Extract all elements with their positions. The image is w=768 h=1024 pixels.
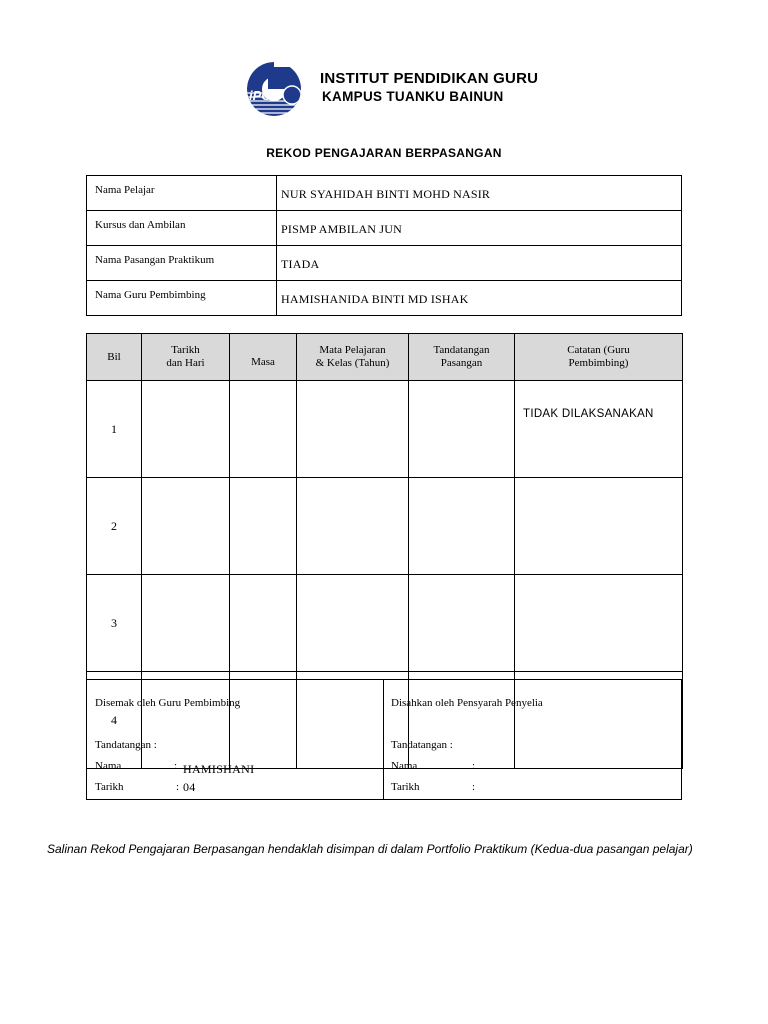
tandatangan-cell <box>409 381 515 478</box>
mata-pelajaran-cell <box>297 478 409 575</box>
left-signature-label: Tandatangan : <box>95 739 157 751</box>
left-name-value: HAMISHANI <box>183 762 255 776</box>
tarikh-cell <box>142 575 230 672</box>
table-row <box>87 575 683 672</box>
info-row <box>87 281 682 316</box>
info-row <box>87 176 682 211</box>
right-name-colon: : <box>472 760 476 772</box>
table-row <box>87 381 683 478</box>
table-row <box>87 478 683 575</box>
header-masa: Masa <box>230 334 297 381</box>
header-catatan: Catatan (Guru Pembimbing) <box>515 334 683 381</box>
institute-name: INSTITUT PENDIDIKAN GURU <box>320 70 539 87</box>
info-label: Nama Guru Pembimbing <box>87 281 277 316</box>
masa-cell <box>230 478 297 575</box>
right-name-label: Nama <box>391 760 418 772</box>
info-value: TIADA <box>277 246 682 281</box>
right-date-label: Tarikh <box>391 781 420 793</box>
left-date-label: Tarikh <box>95 781 124 793</box>
tandatangan-cell <box>409 575 515 672</box>
document-header <box>0 0 768 130</box>
masa-cell <box>230 381 297 478</box>
info-label: Nama Pelajar <box>87 176 277 211</box>
header-bil: Bil <box>87 334 142 381</box>
reviewed-by-heading: Disemak oleh Guru Pembimbing <box>95 697 241 709</box>
left-date-colon: : <box>176 781 180 793</box>
ipg-logo-icon <box>246 59 306 119</box>
info-label: Nama Pasangan Praktikum <box>87 246 277 281</box>
right-date-colon: : <box>472 781 476 793</box>
svg-text:iPG: iPG <box>249 88 272 103</box>
student-info-table <box>86 175 682 316</box>
header-tarikh: Tarikh dan Hari <box>142 334 230 381</box>
row-number: 2 <box>87 478 142 575</box>
left-date-value: 04 <box>183 780 196 794</box>
info-value: NUR SYAHIDAH BINTI MOHD NASIR <box>277 176 682 211</box>
row-number: 3 <box>87 575 142 672</box>
row-number: 4 <box>87 672 142 769</box>
info-label: Kursus dan Ambilan <box>87 211 277 246</box>
catatan-cell <box>515 575 683 672</box>
info-value: PISMP AMBILAN JUN <box>277 211 682 246</box>
right-signature-label: Tandatangan : <box>391 739 453 751</box>
footnote: Salinan Rekod Pengajaran Berpasangan hendaklah disimpan di dalam Portfolio Praktikum (Kedua-dua pasangan pelajar) <box>47 842 693 856</box>
info-value: HAMISHANIDA BINTI MD ISHAK <box>277 281 682 316</box>
tarikh-cell <box>142 478 230 575</box>
signature-box <box>86 679 682 800</box>
info-row <box>87 246 682 281</box>
catatan-cell: TIDAK DILAKSANAKAN <box>515 381 683 478</box>
left-name-label: Nama <box>95 760 122 772</box>
record-header-row <box>87 334 683 381</box>
document-title: REKOD PENGAJARAN BERPASANGAN <box>266 146 502 160</box>
catatan-cell <box>515 478 683 575</box>
left-name-colon: : <box>174 760 178 772</box>
header-tandatangan: Tandatangan Pasangan <box>409 334 515 381</box>
masa-cell <box>230 575 297 672</box>
header-mata-pelajaran: Mata Pelajaran & Kelas (Tahun) <box>297 334 409 381</box>
campus-name: KAMPUS TUANKU BAINUN <box>322 89 504 104</box>
signature-divider <box>383 680 384 799</box>
info-row <box>87 211 682 246</box>
row-number: 1 <box>87 381 142 478</box>
tandatangan-cell <box>409 478 515 575</box>
mata-pelajaran-cell <box>297 575 409 672</box>
approved-by-heading: Disahkan oleh Pensyarah Penyelia <box>391 697 543 709</box>
tarikh-cell <box>142 381 230 478</box>
mata-pelajaran-cell <box>297 381 409 478</box>
